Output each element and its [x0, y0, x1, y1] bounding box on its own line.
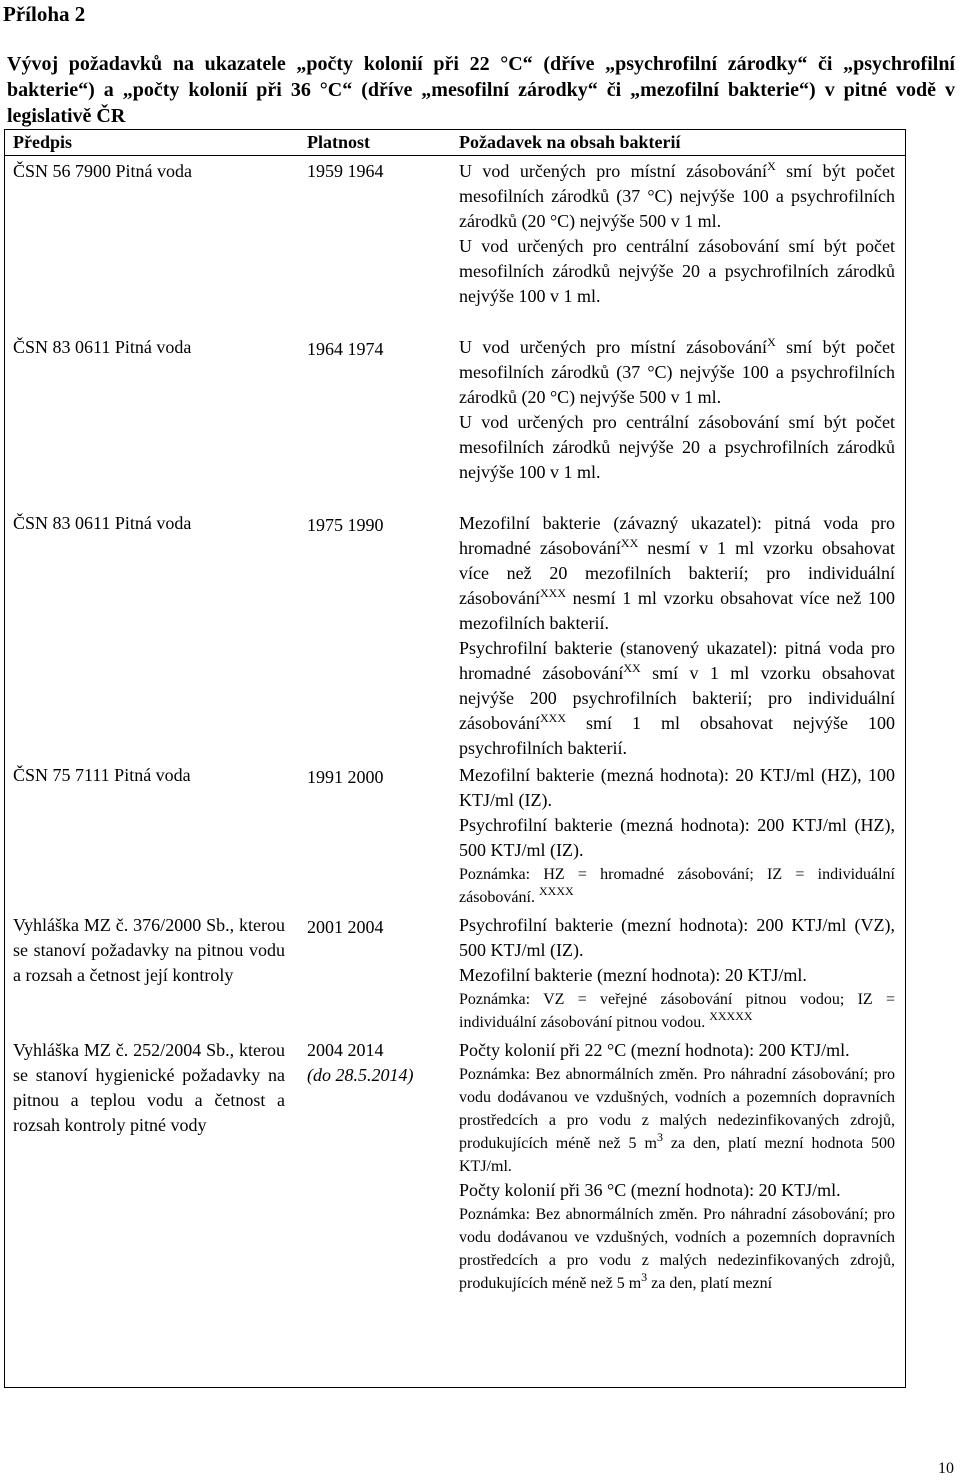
- row-3-regulation: ČSN 83 0611 Pitná voda: [13, 513, 192, 533]
- row-3-validity: 1975 1990: [307, 515, 384, 535]
- row-2-paragraph-1: U vod určených pro místní zásobování$^X$ smí být počet mesofilních zárodků (37 °C) nejvýše 100 a psychrofilních zárodků (20 °C) nejvýše 500 v 1 ml.: [459, 335, 895, 407]
- table-header-divider: [5, 155, 905, 156]
- row-1-paragraph-2: U vod určených pro centrální zásobování smí být počet mesofilních zárodků nejvýše 20 a psychrofilních zárodků nejvýše 100 v 1 ml.: [459, 236, 895, 306]
- row-2-paragraph-2: U vod určených pro centrální zásobování smí být počet mesofilních zárodků nejvýše 20 a psychrofilních zárodků nejvýše 100 v 1 ml.: [459, 412, 895, 482]
- row-6-validity-end-date: (do 28.5.2014): [307, 1065, 414, 1085]
- row-6-validity: [307, 1038, 447, 1088]
- row-5-requirement: [459, 913, 895, 1034]
- row-4-paragraph-1: Mezofilní bakterie (mezná hodnota): 20 KTJ/ml (HZ), 100 KTJ/ml (IZ).: [459, 765, 895, 810]
- row-6-requirement: [459, 1038, 895, 1295]
- row-5-paragraph-2: Mezofilní bakterie (mezní hodnota): 20 KTJ/ml.: [459, 965, 807, 985]
- row-1-regulation: ČSN 56 7900 Pitná voda: [13, 161, 193, 181]
- row-2-regulation: ČSN 83 0611 Pitná voda: [13, 337, 192, 357]
- row-5-note: Poznámka: VZ = veřejné zásobování pitnou vodou; IZ = individuální zásobování pitnou vodou. $^{XXXXX}$: [459, 991, 895, 1031]
- row-4-validity: 1991 2000: [307, 767, 384, 787]
- row-5-regulation: Vyhláška MZ č. 376/2000 Sb., kterou se stanoví požadavky na pitnou vodu a rozsah a četnost její kontroly: [13, 915, 285, 985]
- row-4-note: Poznámka: HZ = hromadné zásobování; IZ = individuální zásobování. $^{XXXX}$: [459, 866, 895, 906]
- row-4-requirement: [459, 763, 895, 909]
- page-heading: Příloha 2: [3, 2, 86, 26]
- row-6-paragraph-2: Počty kolonií při 36 °C (mezní hodnota): 20 KTJ/ml.: [459, 1180, 841, 1200]
- row-1-requirement: [459, 159, 895, 309]
- header-validity: Platnost: [307, 132, 370, 152]
- row-6-regulation: Vyhláška MZ č. 252/2004 Sb., kterou se stanoví hygienické požadavky na pitnou a teplou vodu a četnost a rozsah kontroly pitné vody: [13, 1040, 285, 1135]
- row-5-validity: 2001 2004: [307, 917, 384, 937]
- row-6-validity-years: 2004 2014: [307, 1040, 384, 1060]
- row-2-requirement: [459, 335, 895, 485]
- row-4-paragraph-2: Psychrofilní bakterie (mezná hodnota): 200 KTJ/ml (HZ), 500 KTJ/ml (IZ).: [459, 815, 895, 860]
- row-3-paragraph-2: Psychrofilní bakterie (stanovený ukazatel): pitná voda pro hromadné zásobování$^{XX}$ smí v 1 ml vzorku obsahovat nejvýše 200 psychrofilních bakterií; pro individuální zásobování$^{XXX}$ smí 1 ml obsahovat nejvýše 100 psychrofilních bakterií.: [459, 638, 895, 758]
- document-title: Vývoj požadavků na ukazatele „počty kolonií při 22 °C“ (dříve „psychrofilní zárodky“ či „psychrofilní bakterie“) a „počty kolonií při 36 °C“ (dříve „mesofilní zárodky“ či „mezofilní bakterie“) v pitné vodě v legislativě ČR: [7, 53, 955, 127]
- row-3-paragraph-1: Mezofilní bakterie (závazný ukazatel): pitná voda pro hromadné zásobování$^{XX}$ nesmí v 1 ml vzorku obsahovat více než 20 mezofilních bakterií; pro individuální zásobování$^{XXX}$ nesmí 1 ml vzorku obsahovat více než 100 mezofilních bakterií.: [459, 513, 896, 633]
- row-2-validity: 1964 1974: [307, 339, 384, 359]
- row-1-paragraph-1: U vod určených pro místní zásobování$^X$ smí být počet mesofilních zárodků (37 °C) nejvýše 100 a psychrofilních zárodků (20 °C) nejvýše 500 v 1 ml.: [459, 159, 895, 231]
- row-6-note-1: Poznámka: Bez abnormálních změn. Pro náhradní zásobování; pro vodu dodávanou ve vzdušných, vodních a pozemních dopravních prostředcích a pro vodu z malých nedezinfikovaných zdrojů, produkujících méně než 5 $m^3$ za den, platí mezní hodnota 500 KTJ/ml.: [459, 1066, 895, 1175]
- row-4-regulation: ČSN 75 7111 Pitná voda: [13, 765, 191, 785]
- row-3-requirement: [459, 511, 895, 761]
- row-6-note-2: Poznámka: Bez abnormálních změn. Pro náhradní zásobování; pro vodu dodávanou ve vzdušných, vodních a pozemních dopravních prostředcích a pro vodu z malých nedezinfikovaných zdrojů, produkujících méně než 5 $m^3$ za den, platí mezní: [459, 1206, 895, 1292]
- row-5-paragraph-1: Psychrofilní bakterie (mezní hodnota): 200 KTJ/ml (VZ), 500 KTJ/ml (IZ).: [459, 915, 895, 960]
- header-requirement: Požadavek na obsah bakterií: [459, 132, 681, 152]
- header-regulation: Předpis: [13, 132, 73, 152]
- row-1-validity: 1959 1964: [307, 161, 384, 181]
- page-number: 10: [938, 1460, 954, 1477]
- row-6-paragraph-1: Počty kolonií při 22 °C (mezní hodnota): 200 KTJ/ml.: [459, 1040, 850, 1060]
